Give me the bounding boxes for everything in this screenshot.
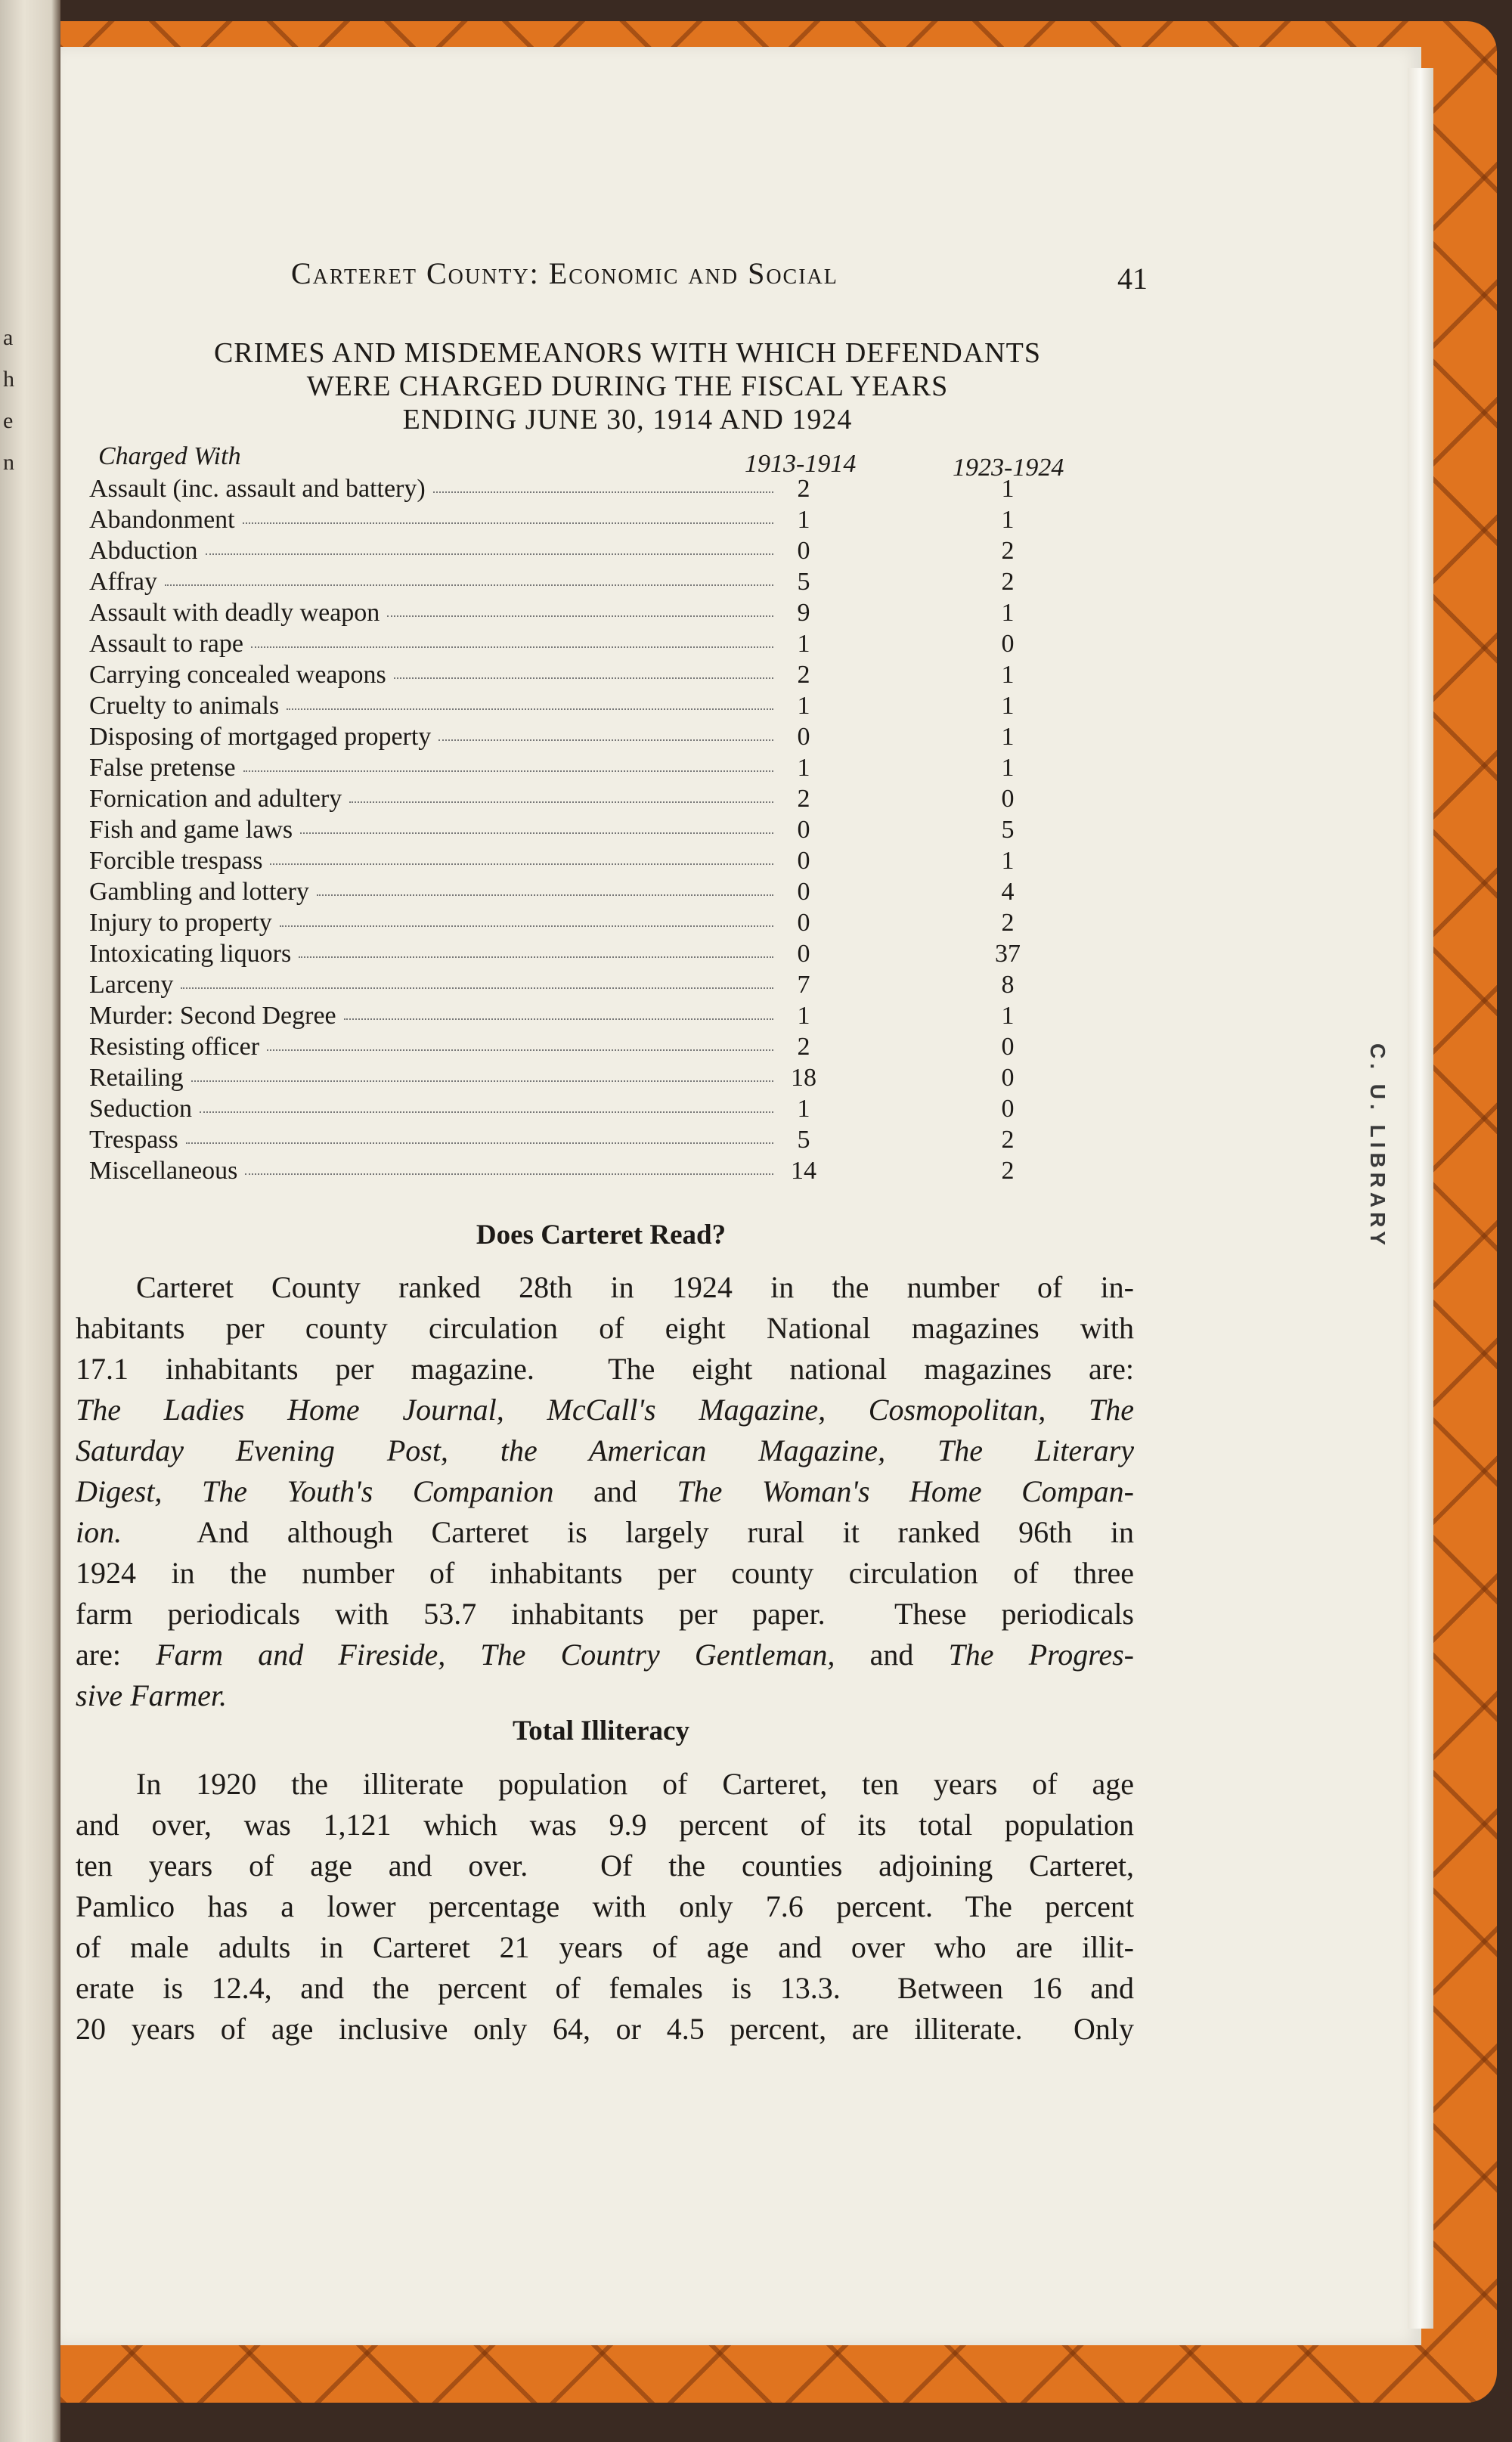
- paragraph-illiteracy: [76, 1764, 1134, 2050]
- row-label-wrap: [89, 659, 773, 690]
- table-title-line: WERE CHARGED DURING THE FISCAL YEARS: [306, 370, 949, 402]
- row-label: Intoxicating liquors: [89, 940, 292, 968]
- dot-leader: [200, 1093, 773, 1113]
- body-text: erate is 12.4, and the percent of females is 13.3. Between 16 and: [76, 1971, 1134, 2005]
- dot-leader: [299, 938, 773, 958]
- row-label: Cruelty to animals: [89, 692, 280, 720]
- crimes-table: [89, 473, 1034, 1186]
- row-label-wrap: [89, 814, 773, 845]
- dot-leader: [270, 845, 773, 865]
- section-heading: Total Illiteracy: [513, 1715, 689, 1746]
- table-title-line: CRIMES AND MISDEMEANORS WITH WHICH DEFENDANTS: [214, 337, 1041, 369]
- value-1913-1914: 0: [797, 537, 810, 565]
- table-row: [89, 1000, 1034, 1031]
- dot-leader: [186, 1124, 773, 1144]
- dot-leader: [349, 783, 773, 803]
- section-heading: Does Carteret Read?: [476, 1219, 727, 1250]
- text-line: [76, 1308, 1134, 1349]
- page-edges: [1408, 68, 1433, 2329]
- row-label-wrap: [89, 1093, 773, 1124]
- left-page-fragment: n: [3, 450, 14, 475]
- table-row: [89, 814, 1034, 845]
- row-label-wrap: [89, 938, 773, 969]
- row-label: Retailing: [89, 1064, 184, 1092]
- table-row: [89, 1062, 1034, 1093]
- value-1923-1924: 1: [1001, 1002, 1015, 1030]
- row-label: Trespass: [89, 1126, 178, 1154]
- value-1923-1924: 2: [1001, 1126, 1015, 1154]
- row-label-wrap: [89, 628, 773, 659]
- body-text: habitants per county circulation of eight National magazines with: [76, 1311, 1134, 1345]
- row-label: Resisting officer: [89, 1033, 260, 1061]
- table-title-line: ENDING JUNE 30, 1914 AND 1924: [402, 404, 853, 435]
- table-title: [98, 336, 1157, 436]
- body-text: Pamlico has a lower percentage with only 7.6 percent. The percent: [76, 1889, 1134, 1923]
- table-row: [89, 907, 1034, 938]
- page-number: 41: [1117, 262, 1148, 296]
- table-row: [89, 845, 1034, 876]
- left-page-fragment: a: [3, 325, 14, 350]
- row-label: Disposing of mortgaged property: [89, 723, 432, 751]
- body-text: 20 years of age inclusive only 64, or 4.5 percent, are illiterate. Only: [76, 2012, 1134, 2046]
- body-text: Carteret County ranked 28th in 1924 in the number of in-: [136, 1270, 1134, 1304]
- value-1923-1924: 1: [1001, 754, 1015, 782]
- table-row: [89, 1093, 1034, 1124]
- italic-title-text: Farm and Fireside, The Country Gentleman,: [156, 1638, 835, 1672]
- text-line: [76, 1390, 1134, 1430]
- value-1923-1924: 8: [1001, 971, 1015, 999]
- dot-leader: [267, 1031, 773, 1051]
- dot-leader: [438, 721, 773, 741]
- body-text: are:: [76, 1638, 156, 1672]
- dot-leader: [317, 876, 773, 896]
- value-1923-1924: 4: [1001, 878, 1015, 906]
- paragraph-reading: [76, 1267, 1134, 1716]
- running-head: Carteret County: Economic and Social: [291, 256, 838, 290]
- row-label: Abandonment: [89, 506, 235, 534]
- dot-leader: [387, 597, 773, 617]
- value-1923-1924: 2: [1001, 909, 1015, 937]
- row-label-wrap: [89, 752, 773, 783]
- row-label: Seduction: [89, 1095, 192, 1123]
- body-text: farm periodicals with 53.7 inhabitants per paper. These periodicals: [76, 1597, 1134, 1631]
- value-1923-1924: 1: [1001, 723, 1015, 751]
- italic-title-text: ion.: [76, 1515, 122, 1549]
- table-row: [89, 473, 1034, 504]
- row-label: Affray: [89, 568, 157, 596]
- text-line: [76, 1845, 1134, 1886]
- table-row: [89, 628, 1034, 659]
- body-text: of male adults in Carteret 21 years of age and over who are illit-: [76, 1930, 1134, 1964]
- text-line: [76, 1968, 1134, 2009]
- row-label-wrap: [89, 721, 773, 752]
- column-header-1923-1924: 1923-1924: [953, 454, 1064, 482]
- table-row: [89, 1124, 1034, 1155]
- row-label: Assault to rape: [89, 630, 243, 658]
- dot-leader: [251, 628, 773, 648]
- value-1913-1914: 1: [797, 506, 810, 534]
- value-1923-1924: 0: [1001, 1095, 1015, 1123]
- table-row: [89, 783, 1034, 814]
- table-row: [89, 1031, 1034, 1062]
- value-1913-1914: 2: [797, 661, 810, 689]
- text-line: [76, 1512, 1134, 1553]
- dot-leader: [280, 907, 773, 927]
- value-1913-1914: 1: [797, 1002, 810, 1030]
- dot-leader: [394, 659, 773, 679]
- left-page-fragment: h: [3, 367, 14, 392]
- value-1923-1924: 2: [1001, 568, 1015, 596]
- text-line: [76, 1927, 1134, 1968]
- dot-leader: [287, 690, 773, 710]
- row-label: Gambling and lottery: [89, 878, 309, 906]
- row-label-wrap: [89, 690, 773, 721]
- italic-title-text: Digest, The Youth's Companion: [76, 1474, 554, 1508]
- text-line: [76, 1886, 1134, 1927]
- table-row: [89, 876, 1034, 907]
- dot-leader: [191, 1062, 773, 1082]
- row-label-wrap: [89, 1000, 773, 1031]
- row-label-wrap: [89, 473, 773, 504]
- row-label: Injury to property: [89, 909, 272, 937]
- value-1913-1914: 5: [797, 568, 810, 596]
- value-1913-1914: 1: [797, 692, 810, 720]
- text-line: [76, 1675, 1134, 1716]
- row-label: Forcible trespass: [89, 847, 263, 875]
- value-1913-1914: 1: [797, 754, 810, 782]
- value-1923-1924: 1: [1001, 506, 1015, 534]
- value-1913-1914: 14: [791, 1157, 816, 1185]
- table-row: [89, 659, 1034, 690]
- row-label-wrap: [89, 504, 773, 535]
- table-row: [89, 566, 1034, 597]
- value-1923-1924: 37: [995, 940, 1021, 968]
- value-1913-1914: 0: [797, 723, 810, 751]
- body-text: 1924 in the number of inhabitants per county circulation of three: [76, 1556, 1134, 1590]
- dot-leader: [433, 473, 773, 493]
- table-row: [89, 504, 1034, 535]
- value-1913-1914: 0: [797, 847, 810, 875]
- value-1913-1914: 2: [797, 785, 810, 813]
- value-1923-1924: 0: [1001, 1033, 1015, 1061]
- text-line: [76, 1553, 1134, 1594]
- dot-leader: [243, 504, 773, 524]
- value-1913-1914: 0: [797, 816, 810, 844]
- left-page-fragment: e: [3, 408, 14, 433]
- text-line: [76, 1635, 1134, 1675]
- row-label-wrap: [89, 535, 773, 566]
- value-1913-1914: 2: [797, 475, 810, 503]
- value-1913-1914: 0: [797, 940, 810, 968]
- previous-page-edge: [0, 0, 60, 2442]
- row-label: Miscellaneous: [89, 1157, 238, 1185]
- row-label: Assault with deadly weapon: [89, 599, 380, 627]
- row-label: Fornication and adultery: [89, 785, 342, 813]
- table-row: [89, 1155, 1034, 1186]
- value-1923-1924: 2: [1001, 1157, 1015, 1185]
- table-row: [89, 969, 1034, 1000]
- value-1913-1914: 2: [797, 1033, 810, 1061]
- value-1913-1914: 0: [797, 909, 810, 937]
- row-label: Larceny: [89, 971, 174, 999]
- value-1913-1914: 5: [797, 1126, 810, 1154]
- body-text: ten years of age and over. Of the counties adjoining Carteret,: [76, 1849, 1134, 1883]
- row-label: False pretense: [89, 754, 236, 782]
- text-line: [76, 1471, 1134, 1512]
- dot-leader: [245, 1155, 773, 1175]
- row-label-wrap: [89, 876, 773, 907]
- table-row: [89, 535, 1034, 566]
- body-text: And although Carteret is largely rural it ranked 96th in: [122, 1515, 1134, 1549]
- row-label-wrap: [89, 783, 773, 814]
- row-label-wrap: [89, 845, 773, 876]
- table-row: [89, 597, 1034, 628]
- text-line: [76, 1267, 1134, 1308]
- text-line: [76, 2009, 1134, 2050]
- italic-title-text: The Progres-: [948, 1638, 1134, 1672]
- dot-leader: [300, 814, 773, 834]
- value-1913-1914: 9: [797, 599, 810, 627]
- value-1923-1924: 1: [1001, 847, 1015, 875]
- text-line: [76, 1805, 1134, 1845]
- body-text: In 1920 the illiterate population of Carteret, ten years of age: [136, 1767, 1134, 1801]
- text-line: [76, 1349, 1134, 1390]
- value-1913-1914: 18: [791, 1064, 816, 1092]
- row-label-wrap: [89, 566, 773, 597]
- value-1923-1924: 1: [1001, 692, 1015, 720]
- row-label: Fish and game laws: [89, 816, 293, 844]
- column-header-charged-with: Charged With: [98, 442, 241, 470]
- column-header-1913-1914: 1913-1914: [745, 450, 857, 478]
- value-1913-1914: 1: [797, 630, 810, 658]
- row-label-wrap: [89, 597, 773, 628]
- table-row: [89, 752, 1034, 783]
- italic-title-text: sive Farmer.: [76, 1678, 227, 1712]
- value-1923-1924: 5: [1001, 816, 1015, 844]
- value-1923-1924: 1: [1001, 475, 1015, 503]
- table-row: [89, 938, 1034, 969]
- table-row: [89, 721, 1034, 752]
- text-line: [76, 1594, 1134, 1635]
- value-1913-1914: 1: [797, 1095, 810, 1123]
- body-text: and: [835, 1638, 949, 1672]
- value-1913-1914: 0: [797, 878, 810, 906]
- body-text: and: [553, 1474, 677, 1508]
- body-text: and over, was 1,121 which was 9.9 percent of its total population: [76, 1808, 1134, 1842]
- row-label-wrap: [89, 1062, 773, 1093]
- row-label: Carrying concealed weapons: [89, 661, 386, 689]
- row-label: Abduction: [89, 537, 198, 565]
- row-label-wrap: [89, 1124, 773, 1155]
- value-1923-1924: 0: [1001, 630, 1015, 658]
- text-line: [76, 1430, 1134, 1471]
- value-1923-1924: 2: [1001, 537, 1015, 565]
- italic-title-text: The Woman's Home Compan-: [677, 1474, 1134, 1508]
- table-row: [89, 690, 1034, 721]
- row-label-wrap: [89, 907, 773, 938]
- italic-title-text: Saturday Evening Post, the American Magazine, The Literary: [76, 1433, 1134, 1467]
- row-label: Murder: Second Degree: [89, 1002, 336, 1030]
- dot-leader: [206, 535, 773, 555]
- value-1913-1914: 7: [797, 971, 810, 999]
- row-label-wrap: [89, 1155, 773, 1186]
- row-label-wrap: [89, 1031, 773, 1062]
- value-1923-1924: 1: [1001, 599, 1015, 627]
- text-line: [76, 1764, 1134, 1805]
- row-label-wrap: [89, 969, 773, 1000]
- value-1923-1924: 0: [1001, 1064, 1015, 1092]
- value-1923-1924: 1: [1001, 661, 1015, 689]
- body-text: 17.1 inhabitants per magazine. The eight national magazines are:: [76, 1352, 1134, 1386]
- value-1923-1924: 0: [1001, 785, 1015, 813]
- dot-leader: [344, 1000, 773, 1020]
- dot-leader: [243, 752, 773, 772]
- dot-leader: [181, 969, 773, 989]
- dot-leader: [165, 566, 773, 586]
- italic-title-text: The Ladies Home Journal, McCall's Magazine, Cosmopolitan, The: [76, 1393, 1134, 1427]
- row-label: Assault (inc. assault and battery): [89, 475, 426, 503]
- library-label: C. U. LIBRARY: [1366, 1043, 1390, 1250]
